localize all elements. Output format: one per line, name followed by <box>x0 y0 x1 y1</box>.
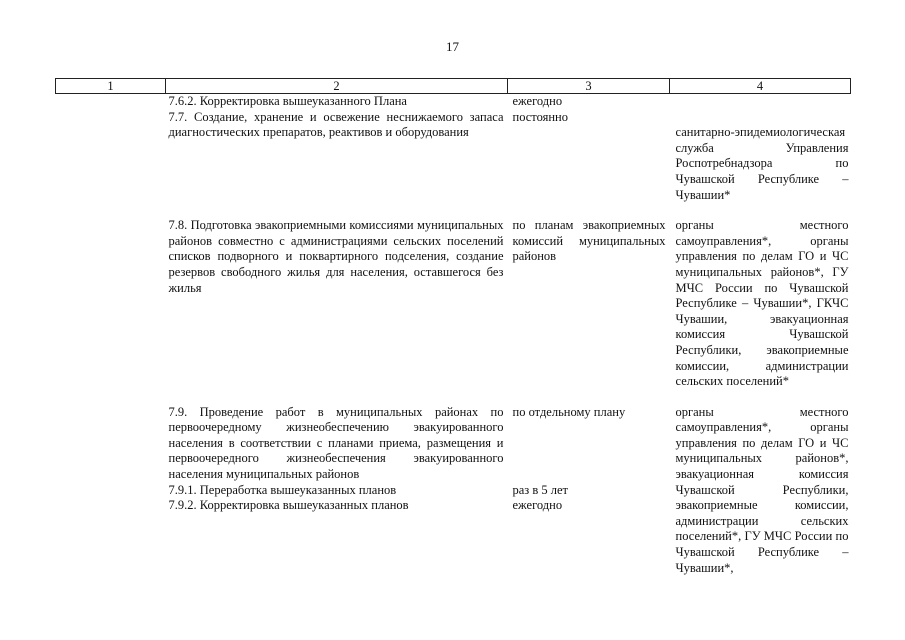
deadline-cell <box>508 405 670 577</box>
executor-cell <box>670 218 851 390</box>
deadline-spacer <box>513 420 666 482</box>
executor-cell <box>670 110 851 204</box>
header-row <box>56 79 851 94</box>
measure-cell <box>166 110 508 204</box>
measure-text: 7.9.2. Корректировка вышеуказанных планов <box>168 498 409 513</box>
plan-table <box>55 78 851 576</box>
table-row <box>56 218 851 390</box>
table-row <box>56 94 851 110</box>
deadline-text: постоянно <box>512 109 568 124</box>
executor-text: органы местного самоуправления*, органы управления по делам ГО и ЧС муниципальных районов*, эвакуационная комиссия Чувашской Республики, эвакоприемные комиссии, администрации сельских поселений*, ГУ МЧС России по Чувашской Республике – Чувашии*, <box>675 404 849 575</box>
header-col-3: 3 <box>508 79 670 94</box>
measure-cell <box>166 218 508 390</box>
deadline-text: раз в 5 лет <box>512 482 569 497</box>
measure-text: 7.6.2. Корректировка вышеуказанного Плана <box>168 94 407 108</box>
deadline-text: по отдельному плану <box>512 404 626 419</box>
table-row <box>56 110 851 204</box>
deadline-text: по планам эвакоприемных комиссий муниципальных районов <box>512 218 666 264</box>
col1-cell <box>56 405 166 577</box>
header-col-1: 1 <box>56 79 166 94</box>
executor-text: санитарно-эпидемиологическая служба Управления Роспотребнадзора по Чувашской Республике – Чувашии* <box>675 125 849 202</box>
page-number: 17 <box>446 39 459 54</box>
col1-cell <box>56 218 166 390</box>
measure-cell <box>166 405 508 577</box>
deadline-cell <box>508 110 670 204</box>
executor-text: органы местного самоуправления*, органы управления по делам ГО и ЧС муниципальных районов*, ГУ МЧС России по Чувашской Республике – Чувашии*, ГКЧС Чувашии, эвакуационная комиссия Чувашской Республики, эвакоприемные комиссии, администрации сельских поселений* <box>675 218 849 389</box>
col1-cell <box>56 110 166 204</box>
measure-cell <box>166 94 508 110</box>
spacer-row <box>56 390 851 405</box>
executor-cell <box>670 94 851 110</box>
header-col-2: 2 <box>166 79 508 94</box>
deadline-text: ежегодно <box>512 94 563 108</box>
measure-text: 7.8. Подготовка эвакоприемными комиссиями муниципальных районов совместно с администрациями сельских поселений списков подворного и поквартирного подселения, создание резервов свободного жилья для населения, оставшегося без жилья <box>168 218 504 295</box>
spacer-row <box>56 203 851 218</box>
measure-text: 7.9.1. Переработка вышеуказанных планов <box>168 482 397 497</box>
deadline-text: ежегодно <box>512 498 563 513</box>
table-row <box>56 405 851 577</box>
executor-cell <box>670 405 851 577</box>
deadline-cell <box>508 94 670 110</box>
header-col-4: 4 <box>670 79 851 94</box>
col1-cell <box>56 94 166 110</box>
measure-text: 7.9. Проведение работ в муниципальных районах по первоочередному жизнеобеспечению эвакуированного населения в соответствии с планами приема, размещения и первоочередного жизнеобеспечения эвакуированного населения муниципальных районов <box>168 404 504 482</box>
measure-text: 7.7. Создание, хранение и освежение неснижаемого запаса диагностических препаратов, реактивов и оборудования <box>168 109 504 140</box>
deadline-cell <box>508 218 670 390</box>
